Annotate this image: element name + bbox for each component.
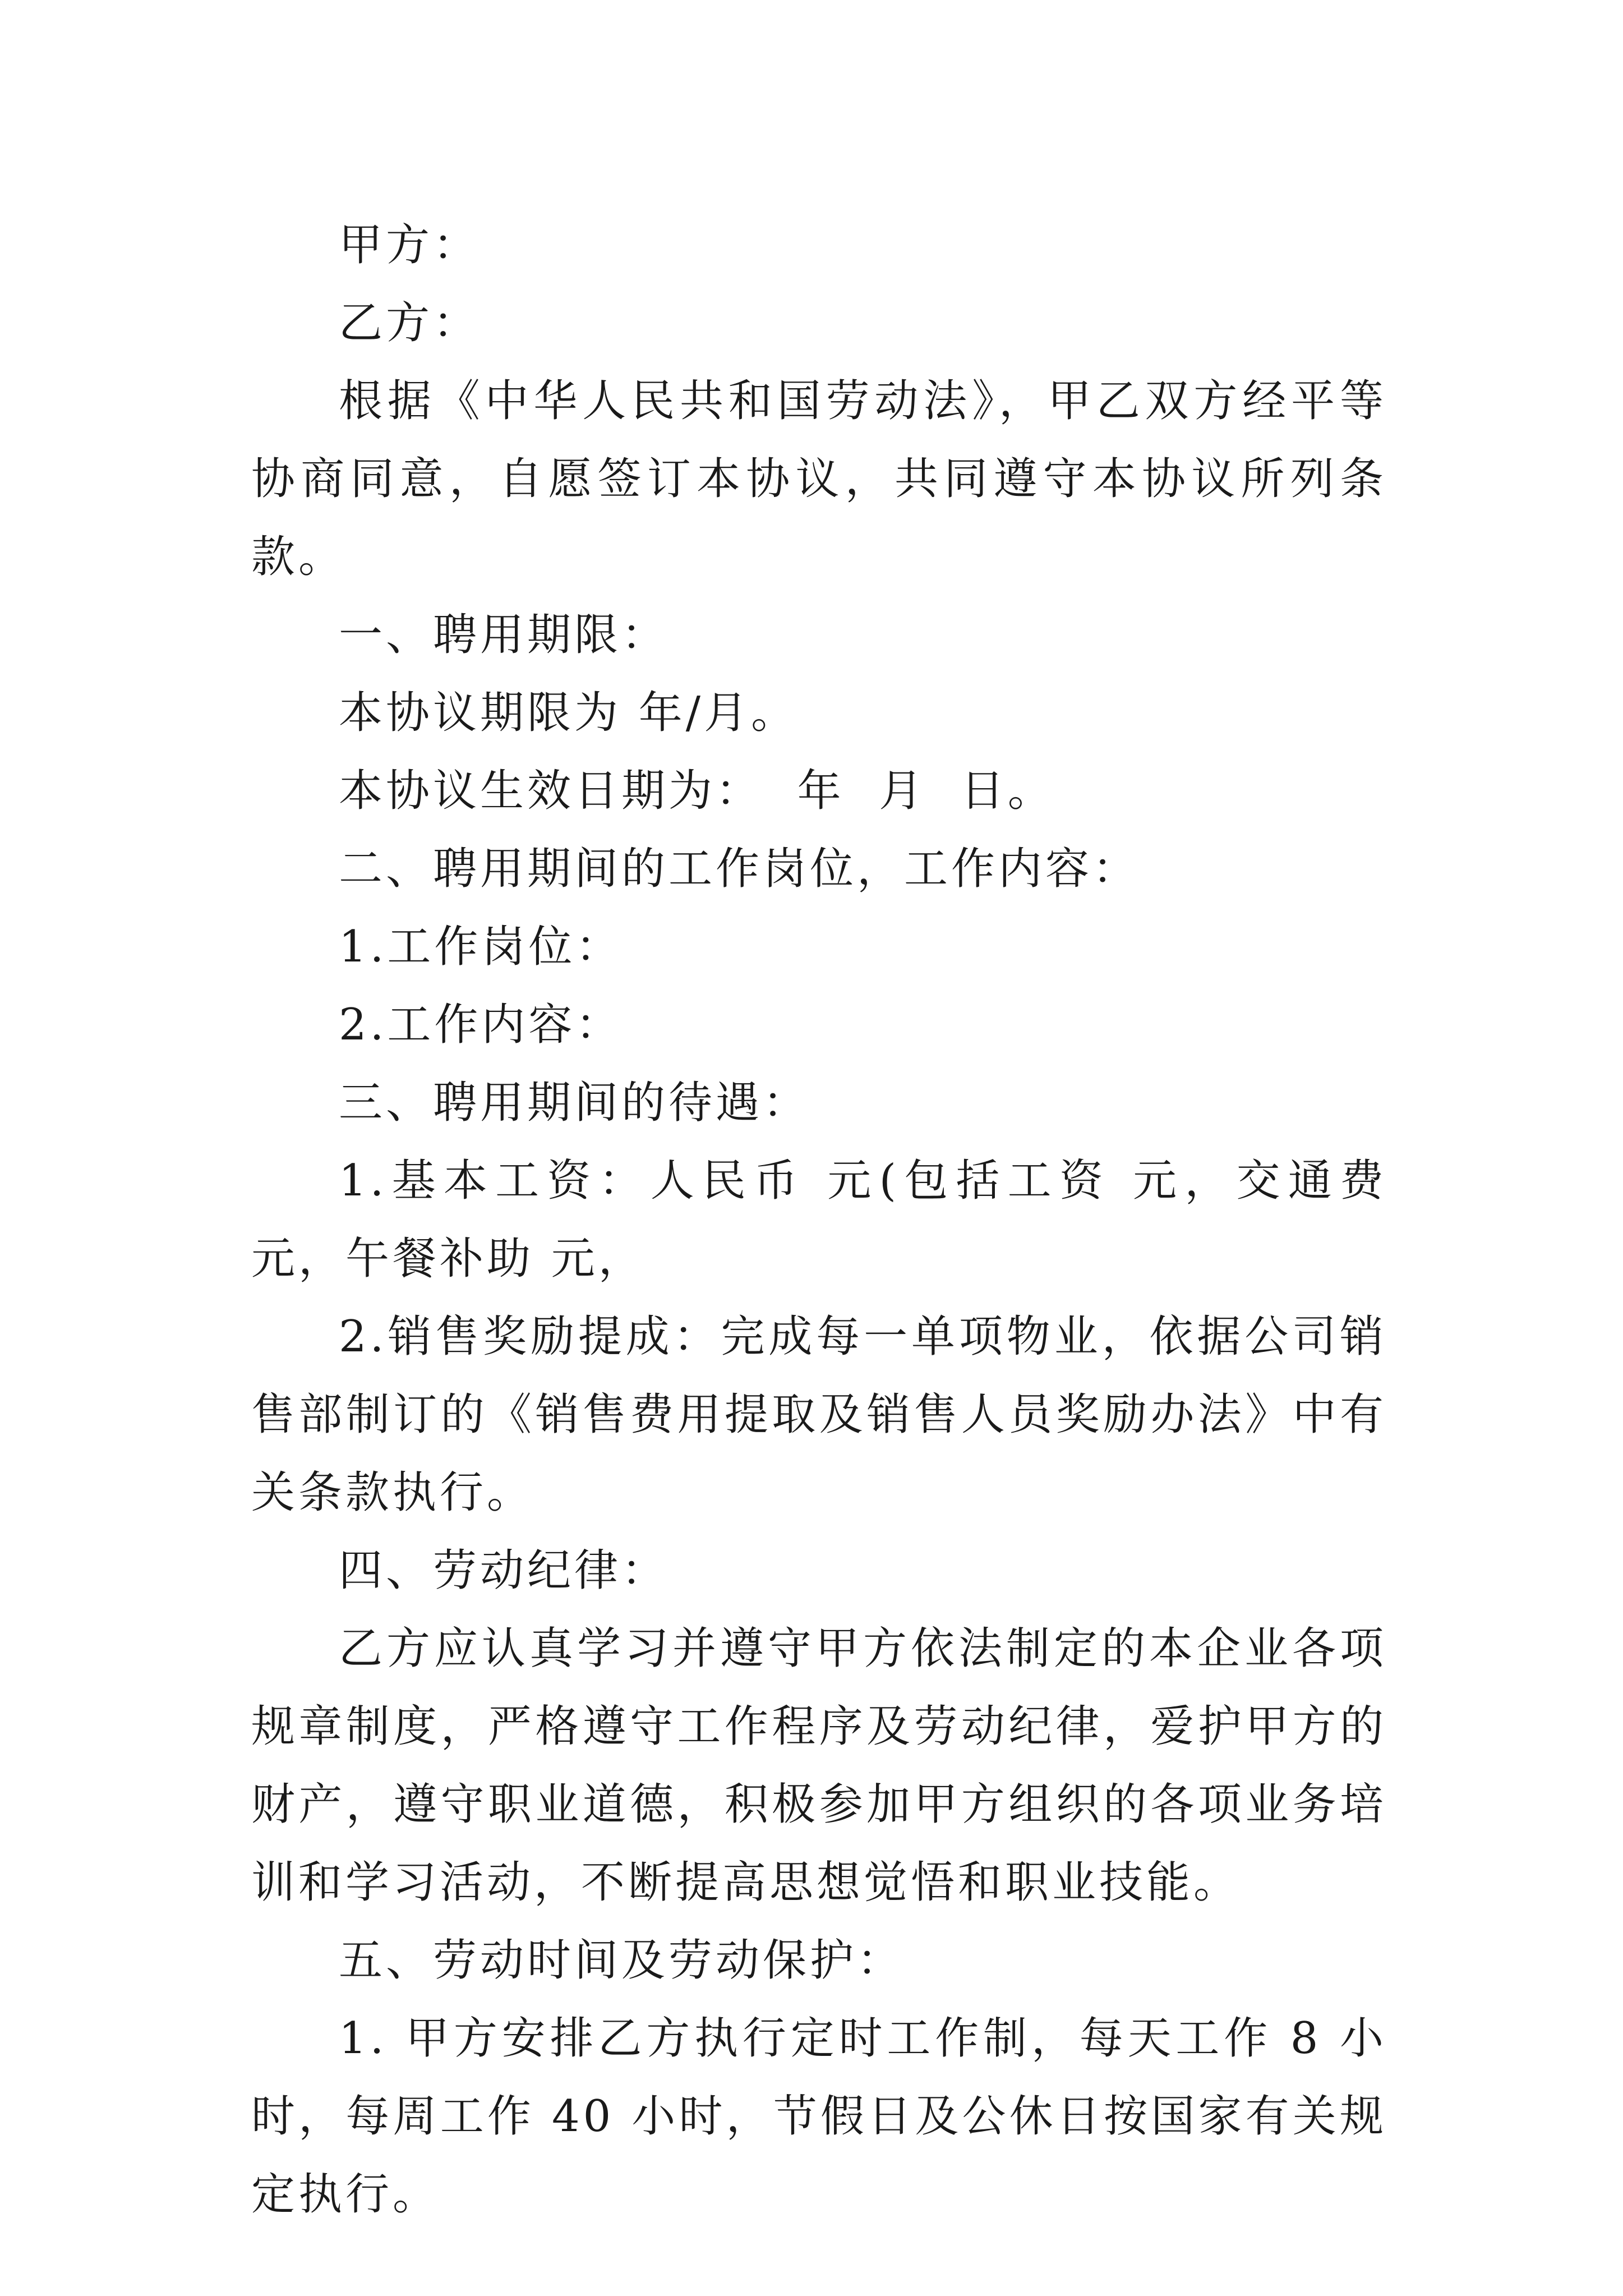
base-salary-paragraph: 1.基本工资：人民币 元(包括工资 元，交通费 元，午餐补助 元， <box>251 1156 1404 1284</box>
preamble-paragraph: 根据《中华人民共和国劳动法》，甲乙双方经平等协商同意，自愿签订本协议，共同遵守本协议所列条款。 <box>251 376 1387 582</box>
section-1-heading: 一、聘用期限： <box>339 610 669 660</box>
job-content-line: 2.工作内容： <box>339 1000 623 1050</box>
term-length-line: 本协议期限为 年/月。 <box>339 688 799 738</box>
party-b-line: 乙方： <box>339 298 481 348</box>
party-a-line: 甲方： <box>339 220 481 270</box>
section-2-heading: 二、聘用期间的工作岗位，工作内容： <box>339 844 1140 894</box>
sales-commission-paragraph: 2.销售奖励提成：完成每一单项物业，依据公司销售部制订的《销售费用提取及销售人员奖励办法》中有关条款执行。 <box>251 1312 1387 1518</box>
effective-date-line: 本协议生效日期为： 年 月 日。 <box>339 766 1055 816</box>
section-5-heading: 五、劳动时间及劳动保护： <box>339 1935 905 1986</box>
job-position-line: 1.工作岗位： <box>339 922 623 972</box>
section-3-heading: 三、聘用期间的待遇： <box>339 1078 810 1128</box>
section-4-heading: 四、劳动纪律： <box>339 1545 669 1596</box>
working-hours-paragraph: 1. 甲方安排乙方执行定时工作制，每天工作 8 小时，每周工作 40 小时，节假日及公休日按国家有关规定执行。 <box>251 2013 1387 2220</box>
labor-discipline-paragraph: 乙方应认真学习并遵守甲方依法制定的本企业各项规章制度，严格遵守工作程序及劳动纪律，爱护甲方的财产，遵守职业道德，积极参加甲方组织的各项业务培训和学习活动，不断提高思想觉悟和职业技能。 <box>251 1623 1387 1908</box>
document-body <box>251 206 1404 2234</box>
